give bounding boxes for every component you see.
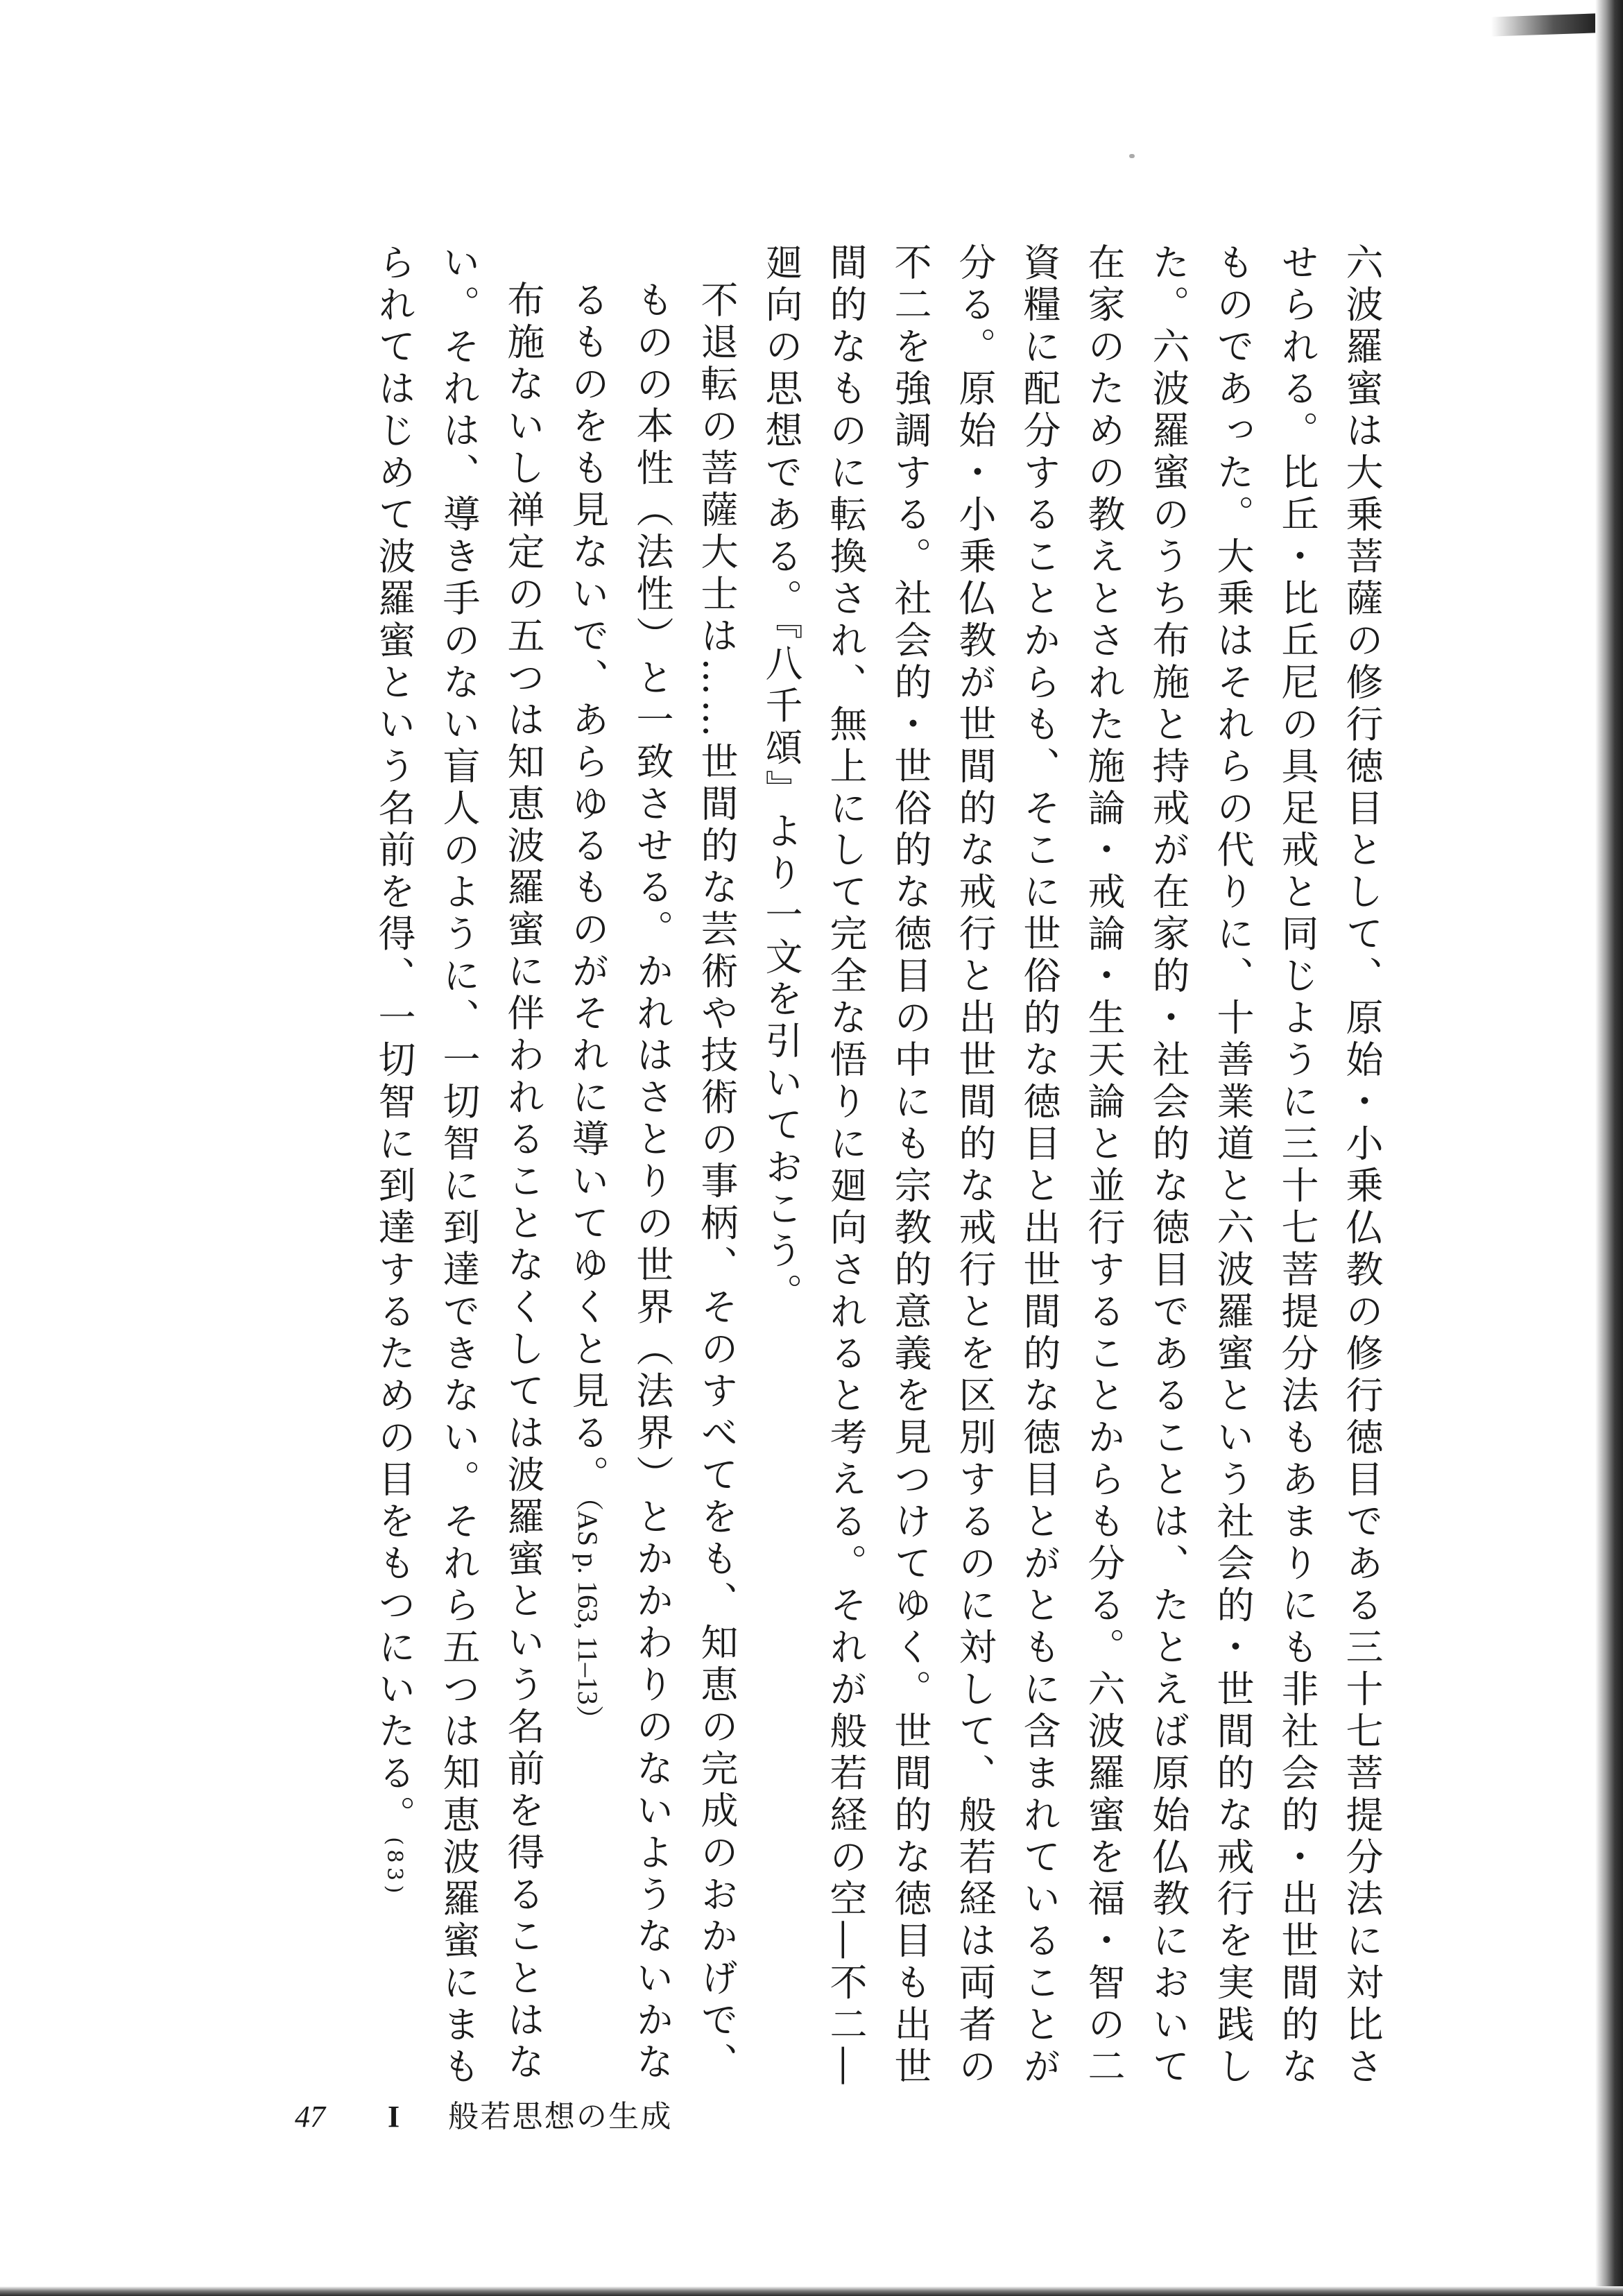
paragraph-1: 六波羅蜜は大乗菩薩の修行徳目として、原始・小乗仏教の修行徳目である三十七菩提分法に対比させられる。比丘・比丘尼の具足戒と同じように三十七菩提分法もあまりにも非社会的・出世間的なものであった。大乗はそれらの代りに、十善業道と六波羅蜜という社会的・世間的な戒行を実践した。六波羅蜜のうち布施と持戒が在家的・社会的な徳目であることは、たとえば原始仏教において在家のための教えとされた施論・戒論・生天論と並行することからも分る。六波羅蜜を福・智の二資糧に配分することからも、そこに世俗的な徳目と出世間的な徳目とがともに含まれていることが分る。原始・小乗仏教が世間的な戒行と出世間的な戒行とを区別するのに対して、般若経は両者の不二を強調する。社会的・世俗的な徳目の中にも宗教的意義を見つけてゆく。世間的な徳目も出世間的なものに転換され、無上にして完全な悟りに廻向されると考える。それが般若経の空―不二―廻向の思想である。『八千頌』より一文を引いておこう。 [759, 243, 1384, 2089]
quote-text: 不退転の菩薩大士は……世間的な芸術や技術の事柄、そのすべてをも、知恵の完成のおかげで、ものの本性（法性）と一致させる。かれはさとりの世界（法界）とかかわりのないようないかなるものをも見ないで、あらゆるものがそれに導いてゆくと見る。 [566, 280, 739, 2084]
page-footer [295, 2091, 673, 2133]
chapter-number: I [388, 2100, 400, 2134]
scan-mark-top [1491, 13, 1595, 36]
paragraph-2 [362, 243, 556, 2116]
main-text [198, 243, 1394, 2116]
paragraph-2-text: 布施ないし禅定の五つは知恵波羅蜜に伴われることなくしては波羅蜜という名前を得ることはない。それは、導き手のない盲人のように、一切智に到達できない。それら五つは知恵波羅蜜にまもられてはじめて波羅蜜という名前を得、一切智に到達するための目をもつにいたる。 [372, 243, 545, 2089]
page-number: 47 [295, 2100, 325, 2134]
quote-block [556, 243, 749, 2116]
footnote-ref: (83) [382, 1837, 406, 1898]
scan-edge-right [1595, 0, 1623, 2296]
quote-citation: （AS p. 163, 11–13） [572, 1496, 603, 1733]
scan-edge-bottom [0, 2286, 1623, 2296]
chapter-title: 般若思想の生成 [448, 2099, 673, 2134]
scan-dust-dot [1129, 154, 1135, 158]
